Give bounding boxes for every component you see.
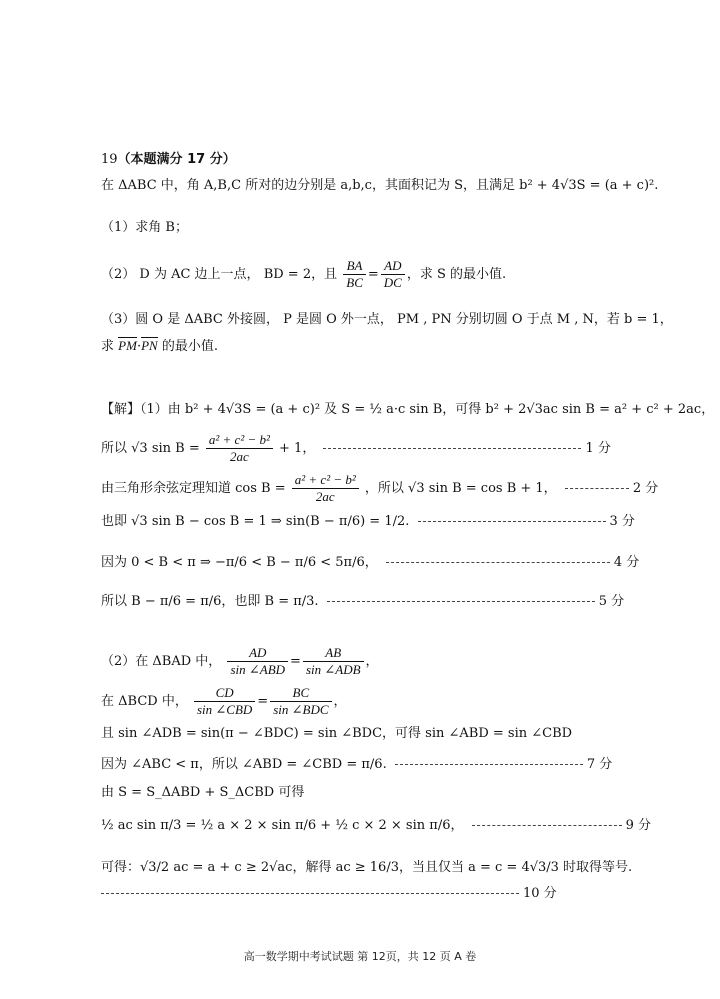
solution-line-9: 且 sin ∠ADB = sin(π − ∠BDC) = sin ∠BDC，可得 sin ∠ABD = sin ∠CBD [101,726,573,741]
solution-line-13: 可得：√3/2 ac = a + c ≥ 2√ac，解得 ac ≥ 16/3，当且仅当 a = c = 4√3/3 时取得等号. [101,860,633,875]
score-dashes [472,825,622,826]
problem-part-2: （2） D 为 AC 边上一点， BD = 2，且 $\frac{BA}{BC}$ = $\frac{AD}{DC}$ ，求 S 的最小值. [101,258,507,290]
problem-number: 19 [101,152,118,167]
fraction-cos-b: $\frac{\text{a² + c² − b²}}{2ac}$ [292,472,359,505]
part2-text-a: （2） D 为 AC 边上一点， BD = 2，且 [101,267,338,282]
score-label: 10 分 [523,886,557,901]
solution-line-6: 所以 B − π/6 = π/6，也即 B = π/3. 5 分 [101,594,625,609]
problem-intro: 在 ΔABC 中，角 A,B,C 所对的边分别是 a,b,c，其面积记为 S，且满足 b² + 4√3S = (a + c)². [101,178,659,193]
solution-line-8: 在 ΔBCD 中， $\frac{CD}{\text{sin ∠CBD}}$ = $\frac{BC}{\text{sin ∠BDC}}$ ， [101,685,347,717]
score-dashes [565,488,629,489]
problem-part-3-line-2: 求 PM·PN 的最小值. [101,338,218,354]
solution-line-2: 所以 √3 sin B = $\frac{\text{a² + c² − b²}}{2ac}$ + 1， 1 分 [101,432,611,464]
problem-part-1: （1）求角 B； [101,220,188,235]
page-footer: 高一数学期中考试试题 第 12页，共 12 页 A 卷 [243,950,477,963]
solution-line-5: 因为 0 < B < π ⇒ −π/6 < B − π/6 < 5π/6， 4 分 [101,555,640,570]
score-label: 5 分 [598,594,625,609]
vector-pm: PM [118,338,137,353]
part2-fraction-ba-bc: $\frac{BA}{BC}$ [343,258,366,291]
score-label: 9 分 [625,818,652,833]
score-label: 7 分 [586,757,613,772]
score-label: 3 分 [609,514,635,529]
fraction-ab-sin-adb: $\frac{AB}{\text{sin ∠ADB}}$ [303,645,364,678]
solution-line-14 [101,884,620,904]
score-label: 1 分 [585,441,611,456]
problem-title [101,150,236,170]
fraction-cd-sin-cbd: $\frac{CD}{\text{sin ∠CBD}}$ [194,685,255,718]
part2-fraction-ad-dc: $\frac{AD}{DC}$ [381,258,405,291]
score-dashes [323,448,581,449]
solution-line-10: 因为 ∠ABC < π，所以 ∠ABD = ∠CBD = π/6. 7 分 [101,757,613,772]
vector-pn: PN [141,338,158,353]
score-label: 2 分 [632,481,659,496]
part2-text-b: ，求 S 的最小值. [406,267,507,282]
solution-line-12: ½ ac sin π/3 = ½ a × 2 × sin π/6 + ½ c × 2 × sin π/6， 9 分 [101,818,652,833]
solution-line-1: 【解】（1）由 b² + 4√3S = (a + c)² 及 S = ½ a·c sin B，可得 b² + 2√3ac sin B = a² + c² + 2ac， [101,402,715,417]
fraction-cos-rule: $\frac{\text{a² + c² − b²}}{2ac}$ [206,432,273,465]
solution-line-4: 也即 √3 sin B − cos B = 1 ⇒ sin(B − π/6) = 1/2. 3 分 [101,514,635,529]
score-dashes [386,562,610,563]
score-dashes [327,601,595,602]
solution-line-7: （2）在 ΔBAD 中， $\frac{AD}{\text{sin ∠ABD}}$ = $\frac{AB}{\text{sin ∠ADB}}$ ， [101,645,379,677]
score-dashes [418,521,606,522]
score-dashes [101,893,519,894]
fraction-bc-sin-bdc: $\frac{BC}{\text{sin ∠BDC}}$ [270,685,331,718]
score-label: 4 分 [613,555,640,570]
solution-line-11: 由 S = S_ΔABD + S_ΔCBD 可得 [101,785,305,800]
problem-heading: （本题满分 17 分） [117,152,236,167]
score-dashes [395,764,583,765]
solution-line-3: 由三角形余弦定理知道 cos B = $\frac{\text{a² + c² − b²}}{2ac}$ ，所以 √3 sin B = cos B + 1， 2 分 [101,472,659,504]
fraction-ad-sin-abd: $\frac{AD}{\text{sin ∠ABD}}$ [227,645,288,678]
problem-part-3-line-1: （3）圆 O 是 ΔABC 外接圆， P 是圆 O 外一点， PM , PN 分别切圆 O 于点 M , N，若 b = 1， [101,312,673,327]
